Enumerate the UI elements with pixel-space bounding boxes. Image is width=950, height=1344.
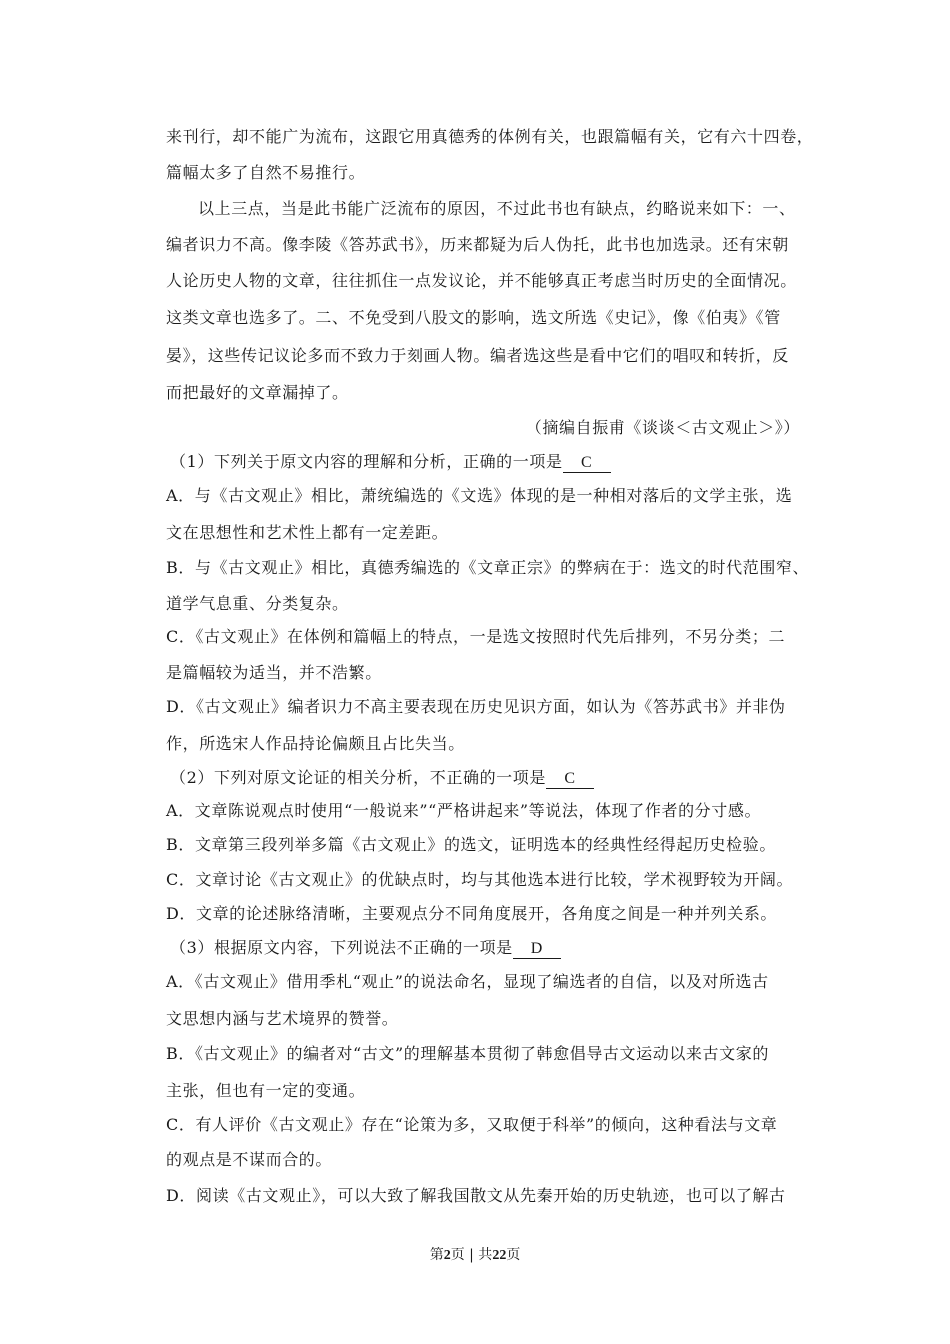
option-line: D．《古文观止》编者识力不高主要表现在历史见识方面，如认为《答苏武书》并非伪 bbox=[166, 697, 786, 716]
paragraph-line: 来刊行，却不能广为流布，这跟它用真德秀的体例有关，也跟篇幅有关，它有六十四卷， bbox=[166, 127, 814, 146]
paragraph-line: 以上三点，当是此书能广泛流布的原因，不过此书也有缺点，约略说来如下：一、 bbox=[198, 199, 796, 218]
option-line: A．《古文观止》借用季札“观止”的说法命名，显现了编选者的自信，以及对所选古 bbox=[166, 972, 769, 991]
paragraph-line: 晏》，这些传记议论多而不致力于刻画人物。编者选这些是看中它们的唱叹和转折，反 bbox=[166, 346, 789, 365]
option-line: D．文章的论述脉络清晰，主要观点分不同角度展开，各角度之间是一种并列关系。 bbox=[166, 904, 778, 923]
option-line: 道学气息重、分类复杂。 bbox=[166, 594, 349, 613]
paragraph-line: 而把最好的文章漏掉了。 bbox=[166, 383, 349, 402]
question-stem-text: （2）下列对原文论证的相关分析，不正确的一项是 bbox=[170, 768, 546, 787]
option-line: A．与《古文观止》相比，萧统编选的《文选》体现的是一种相对落后的文学主张，选 bbox=[166, 486, 793, 505]
answer-blank: C bbox=[563, 454, 611, 473]
option-line: B．《古文观止》的编者对“古文”的理解基本贯彻了韩愈倡导古文运动以来古文家的 bbox=[166, 1044, 769, 1063]
option-line: 作，所选宋人作品持论偏颇且占比失当。 bbox=[166, 734, 465, 753]
option-line: 的观点是不谋而合的。 bbox=[166, 1150, 333, 1169]
option-line: A．文章陈说观点时使用“一般说来”“严格讲起来”等说法，体现了作者的分寸感。 bbox=[166, 801, 762, 820]
question-1-stem bbox=[170, 452, 820, 473]
option-line: 是篇幅较为适当，并不浩繁。 bbox=[166, 663, 382, 682]
footer-middle: 页 | 共 bbox=[450, 1247, 493, 1263]
answer-blank: C bbox=[546, 770, 594, 789]
paragraph-line: 篇幅太多了自然不易推行。 bbox=[166, 163, 366, 182]
option-line: C．文章讨论《古文观止》的优缺点时，均与其他选本进行比较，学术视野较为开阔。 bbox=[166, 870, 794, 889]
option-line: B．与《古文观止》相比，真德秀编选的《文章正宗》的弊病在于：选文的时代范围窄、 bbox=[166, 558, 810, 577]
answer-blank: D bbox=[513, 940, 561, 959]
option-line: B．文章第三段列举多篇《古文观止》的选文，证明选本的经典性经得起历史检验。 bbox=[166, 835, 776, 854]
total-pages: 22 bbox=[492, 1248, 507, 1263]
option-line: 文思想内涵与艺术境界的赞誉。 bbox=[166, 1009, 399, 1028]
option-line: 文在思想性和艺术性上都有一定差距。 bbox=[166, 523, 449, 542]
question-stem-text: （3）根据原文内容，下列说法不正确的一项是 bbox=[170, 938, 513, 957]
question-3-stem bbox=[170, 938, 820, 959]
footer-suffix: 页 bbox=[506, 1247, 521, 1263]
option-line: C．有人评价《古文观止》存在“论策为多，又取便于科举”的倾向，这种看法与文章 bbox=[166, 1115, 778, 1134]
footer-prefix: 第 bbox=[429, 1247, 444, 1263]
option-line: 主张，但也有一定的变通。 bbox=[166, 1081, 366, 1100]
question-2-stem bbox=[170, 768, 820, 789]
paragraph-line: 人论历史人物的文章，往往抓住一点发议论，并不能够真正考虑当时历史的全面情况。 bbox=[166, 271, 797, 290]
paragraph-line: 编者识力不高。像李陵《答苏武书》，历来都疑为后人伪托，此书也加选录。还有宋朝 bbox=[166, 235, 789, 254]
page-footer bbox=[0, 1246, 950, 1265]
page-number: 2 bbox=[443, 1248, 451, 1263]
paragraph-line: 这类文章也选多了。二、不免受到八股文的影响，选文所选《史记》，像《伯夷》《管 bbox=[166, 308, 781, 327]
question-stem-text: （1）下列关于原文内容的理解和分析，正确的一项是 bbox=[170, 452, 563, 471]
source-citation: （摘编自振甫《谈谈＜古文观止＞》） bbox=[525, 418, 800, 437]
option-line: D．阅读《古文观止》，可以大致了解我国散文从先秦开始的历史轨迹，也可以了解古 bbox=[166, 1186, 786, 1205]
option-line: C．《古文观止》在体例和篇幅上的特点，一是选文按照时代先后排列，不另分类；二 bbox=[166, 627, 786, 646]
